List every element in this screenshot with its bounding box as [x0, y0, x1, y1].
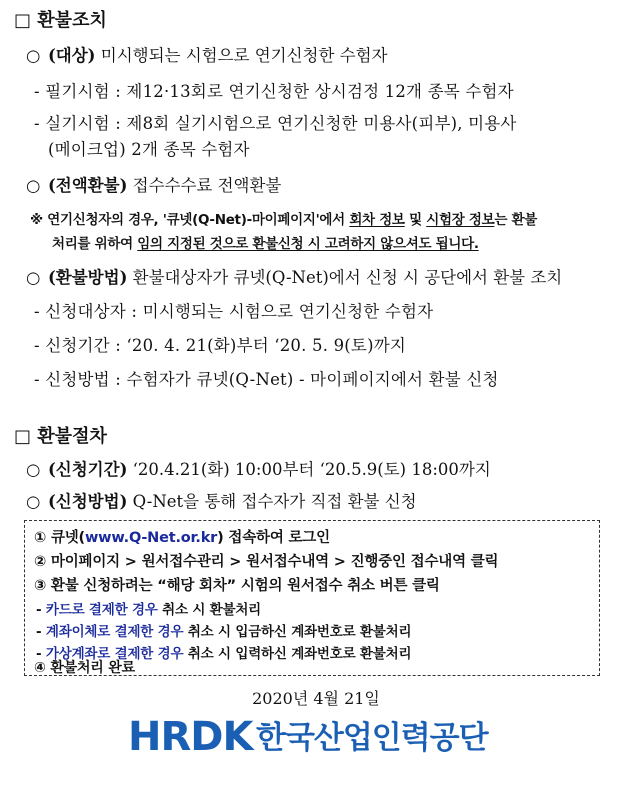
bullet-text: ‘20.4.21(화) 10:00부터 ‘20.5.9(토) 18:00까지: [132, 460, 491, 479]
bullet-tag: (전액환불): [48, 176, 128, 195]
step-4: ④ 환불처리 완료: [34, 660, 135, 676]
bullet-tag: (신청기간): [48, 460, 128, 479]
refund-method-bullet: [26, 264, 562, 288]
document-date: 2020년 4월 21일: [252, 689, 380, 708]
full-refund-bullet: [26, 172, 281, 196]
section-title: 환불조치: [37, 10, 107, 31]
applicants-line: - 신청대상자 : 미시행되는 시험으로 연기신청한 수험자: [34, 302, 434, 321]
procedure-method-bullet: [26, 488, 417, 512]
card-payment-line: - 카드로 결제한 경우 취소 시 환불처리: [36, 602, 262, 618]
hrdk-logo: [128, 712, 508, 766]
written-exam-line: - 필기시험 : 제12·13회로 연기신청한 상시검정 12개 종목 수험자: [34, 82, 514, 101]
practical-exam-line-2: (메이크업) 2개 종목 수험자: [48, 140, 250, 159]
bullet-tag: (신청방법): [48, 492, 128, 511]
hrdk-name-text: 한국산업인력공단: [256, 720, 488, 756]
note-mark-icon: ※: [30, 212, 43, 228]
section-title: 환불절차: [37, 426, 107, 447]
step-1: ① 큐넷(www.Q-Net.or.kr) 접속하여 로그인: [34, 530, 330, 546]
circle-bullet-icon: ○: [26, 268, 41, 287]
procedure-period-bullet: [26, 456, 491, 480]
bullet-text: 환불대상자가 큐넷(Q-Net)에서 신청 시 공단에서 환불 조치: [132, 268, 563, 287]
checkbox-square-icon: □: [14, 426, 32, 447]
circle-bullet-icon: ○: [26, 460, 41, 479]
checkbox-square-icon: □: [14, 10, 32, 31]
bullet-text: Q-Net을 통해 접수자가 직접 환불 신청: [132, 492, 417, 511]
bullet-tag: (환불방법): [48, 268, 128, 287]
virtual-account-line: - 가상계좌로 결제한 경우 취소 시 입력하신 계좌번호로 환불처리: [36, 646, 412, 662]
note-line-1: ※ 연기신청자의 경우, '큐넷(Q-Net)-마이페이지'에서 회차 정보 및 시험장 정보는 환불: [30, 212, 537, 228]
hrdk-logo-icon: [128, 712, 508, 758]
section-refund-measures-title: [14, 6, 107, 32]
circle-bullet-icon: ○: [26, 176, 41, 195]
application-period-line: - 신청기간 : ‘20. 4. 21(화)부터 ‘20. 5. 9(토)까지: [34, 336, 406, 355]
target-bullet: [26, 42, 387, 66]
application-method-line: - 신청방법 : 수험자가 큐넷(Q-Net) - 마이페이지에서 환불 신청: [34, 370, 499, 389]
section-refund-procedure-title: [14, 422, 107, 448]
hrdk-mark-text: HRDK: [128, 714, 253, 758]
transfer-payment-line: - 계좌이체로 결제한 경우 취소 시 입금하신 계좌번호로 환불처리: [36, 624, 412, 640]
bullet-text: 접수수수료 전액환불: [132, 176, 282, 195]
step-2: ② 마이페이지 > 원서접수관리 > 원서접수내역 > 진행중인 접수내역 클릭: [34, 554, 499, 570]
note-line-2: 처리를 위하여 임의 지정된 것으로 환불신청 시 고려하지 않으셔도 됩니다.: [52, 236, 479, 252]
step-3: ③ 환불 신청하려는 “해당 회차” 시험의 원서접수 취소 버튼 클릭: [34, 578, 440, 594]
practical-exam-line-1: - 실기시험 : 제8회 실기시험으로 연기신청한 미용사(피부), 미용사: [34, 114, 517, 133]
qnet-url-link[interactable]: www.Q-Net.or.kr: [84, 530, 218, 546]
bullet-text: 미시행되는 시험으로 연기신청한 수험자: [100, 46, 388, 65]
bullet-tag: (대상): [48, 46, 96, 65]
circle-bullet-icon: ○: [26, 492, 41, 511]
circle-bullet-icon: ○: [26, 46, 41, 65]
